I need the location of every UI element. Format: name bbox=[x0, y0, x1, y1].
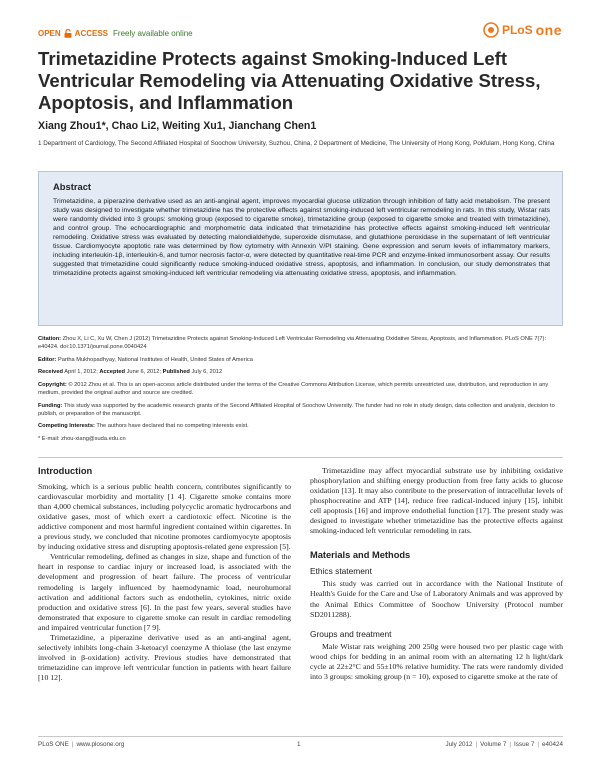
paragraph: Trimetazidine may affect myocardial substrate use by inhibiting oxidative phosphorylation and shifting energy production from free fatty acids to glucose oxidation [13]. It may also contribute to the preservation of intracellular levels of phosphocreatine and ATP [14], reduce free radical-induced injury [15], inhibit cell apoptosis [16] and improve endothelial function [17]. The present study was designed to investigate whether trimetazidine has the protective effects against smoking-induced left ventricular remodeling in rats. bbox=[310, 466, 563, 536]
plos-one-logo bbox=[483, 22, 562, 38]
footer-journal bbox=[38, 741, 124, 748]
introduction-heading: Introduction bbox=[38, 466, 93, 476]
page-footer bbox=[38, 741, 563, 751]
footer-article-id: e40424 bbox=[541, 741, 563, 748]
footer-volume: Volume 7 bbox=[480, 741, 507, 748]
copyright-text: © 2012 Zhou et al. This is an open-access article distributed under the terms of the Creative Commons Attribution License, which permits unrestricted use, distribution, and reproduction in any medium, provided the original author and source are credited. bbox=[38, 382, 549, 396]
footer-website-link[interactable]: www.plosone.org bbox=[76, 741, 125, 748]
author-list: Xiang Zhou1*, Chao Li2, Weiting Xu1, Jianchang Chen1 bbox=[38, 120, 317, 132]
editor-label: Editor: bbox=[38, 356, 57, 363]
paragraph: Male Wistar rats weighing 200 250g were housed two per plastic cage with wood chips for bedding in an animal room with an alternating 12 h light/dark cycle at 22±2°C and 55±10% relative humidity. The rats were randomly divided into 3 groups: smoking group (n = 10), exposed to cigarette smoke at the rate of bbox=[310, 641, 563, 681]
paragraph: This study was carried out in accordance with the National Institute of Health's Guide for the Care and Use of Laboratory Animals and was approved by the Animal Ethics Committee of Soochow University (Protocol number SD2011288). bbox=[310, 579, 563, 619]
logo-plos-text: PLoS bbox=[501, 23, 533, 37]
paragraph: Smoking, which is a serious public health concern, contributes significantly to cardiovascular morbidity and mortality [1 4]. Cigarette smoke contains more than 4,000 chemical substances, including polycyclic aromatic hydrocarbons and oxidative gases, most of which exert a cardiotoxic effect. Nicotine is the addictive component and most harmful ingredient contained within cigarettes. In a previous study, we concluded that nicotine promotes cardiomyocyte apoptosis by inducing oxidative stress and disrupting apoptosis-related gene expression [5]. bbox=[38, 482, 291, 552]
email-row[interactable] bbox=[38, 436, 563, 444]
received-date: April 1, 2012; bbox=[64, 369, 98, 376]
methods-heading: Materials and Methods bbox=[310, 550, 411, 561]
open-lock-icon bbox=[64, 29, 72, 38]
article-metadata bbox=[38, 336, 563, 449]
logo-one-text: one bbox=[535, 22, 562, 38]
copyright-label: Copyright: bbox=[38, 382, 67, 389]
accepted-label: Accepted bbox=[99, 369, 125, 376]
competing-label: Competing Interests: bbox=[38, 423, 95, 430]
left-column bbox=[38, 466, 291, 683]
corresponding-email[interactable]: * E-mail: zhou-xiang@suda.edu.cn bbox=[38, 436, 126, 443]
section-divider bbox=[38, 457, 563, 458]
footer-divider bbox=[38, 736, 563, 737]
footer-separator: | bbox=[475, 741, 478, 748]
abstract-text: Trimetazidine, a piperazine derivative used as an anti-anginal agent, improves myocardial glucose utilization through inhibition of fatty acid metabolism. The present study was designed to investigate whether trimetazidine has the protective effects against smoking-induced left ventricular remodeling in rats. In this study, Wistar rats were randomly divided into 3 groups: smoking group (exposed to cigarette smoke), trimetazidine group (exposed to cigarette smoke and treated with trimetazidine), and control group. The echocardiographic and morphometric data indicated that trimetazidine has protective effects against smoking-induced left ventricular remodeling. Oxidative stress was evaluated by detecting malondialdehyde, superoxide dismutase, and glutathione peroxidase in the supernatant of left ventricular tissue. Cardiomyocyte apoptotic rate was determined by flow cytometry with Annexin V/PI staining. Gene expression and serum levels of inflammatory markers, including interleukin-1β, interleukin-6, and tumor necrosis factor-α, were detected by quantitative real-time PCR and enzyme-linked immunosorbent assay. Our results suggested that trimetazidine could significantly reduce smoking-induced oxidative stress, apoptosis, and inflammation. In conclusion, our study demonstrates that trimetazidine protects against smoking-induced left ventricular remodeling via attenuating oxidative stress, apoptosis, and inflammation. bbox=[53, 198, 550, 278]
copyright-row bbox=[38, 382, 563, 398]
footer-separator: | bbox=[509, 741, 512, 748]
open-access-banner bbox=[38, 26, 193, 40]
footer-date: July 2012 bbox=[445, 741, 473, 748]
plos-logo-icon bbox=[483, 22, 499, 38]
right-column bbox=[310, 466, 563, 682]
footer-journal-name: PLoS ONE bbox=[38, 741, 69, 748]
accepted-date: June 6, 2012; bbox=[126, 369, 162, 376]
groups-subheading: Groups and treatment bbox=[310, 628, 392, 639]
abstract-heading: Abstract bbox=[53, 181, 92, 192]
published-date: July 6, 2012 bbox=[191, 369, 223, 376]
access-label: ACCESS bbox=[74, 28, 109, 38]
received-label: Received bbox=[38, 369, 63, 376]
competing-text: The authors have declared that no competing interests exist. bbox=[96, 423, 249, 430]
dates-row bbox=[38, 369, 563, 377]
competing-interests-row bbox=[38, 423, 563, 431]
footer-issue-info bbox=[446, 741, 563, 748]
footer-separator: | bbox=[71, 741, 74, 748]
citation-label: Citation: bbox=[38, 336, 62, 342]
abstract-box bbox=[38, 171, 563, 326]
paragraph: Trimetazidine, a piperazine derivative used as an anti-anginal agent, selectively inhibits long-chain 3-ketoacyl coenzyme A thiolase (the last enzyme involved in β-oxidation) activity. Previous studies have demonstrated that trimetazidine can improve left ventricular function in patients with heart failure [10 12]. bbox=[38, 632, 291, 682]
citation-row bbox=[38, 336, 563, 352]
editor-row bbox=[38, 357, 563, 365]
article-title: Trimetazidine Protects against Smoking-Induced Left Ventricular Remodeling via Attenuating Oxidative Stress, Apoptosis, and Inflammation bbox=[38, 48, 541, 113]
freely-available-label: Freely available online bbox=[113, 28, 193, 38]
footer-issue: Issue 7 bbox=[514, 741, 535, 748]
page-number: 1 bbox=[297, 741, 301, 748]
funding-row bbox=[38, 403, 563, 419]
paragraph: Ventricular remodeling, defined as changes in size, shape and function of the heart in response to cardiac injury or increased load, is associated with the development and progression of heart failure. The process of ventricular remodeling is largely influenced by haemodynamic load, neurohumoral activation and additional factors such as endothelin, cytokines, nitric oxide production and oxidative stress [6]. In the past few years, several studies have demonstrated that exposure to cigarette smoke can result in cardiac remodeling and impaired ventricular function [7 9]. bbox=[38, 552, 291, 632]
funding-text: This study was supported by the academic research grants of the Second Affiliated Hospital of Soochow University. The funder had no role in study design, data collection and analysis, decision to publish, or preparation of the manuscript. bbox=[38, 402, 555, 417]
open-label: OPEN bbox=[38, 28, 61, 38]
funding-label: Funding: bbox=[38, 402, 63, 409]
affiliations: 1 Department of Cardiology, The Second Affiliated Hospital of Soochow University, Suzhou, China, 2 Department of Medicine, The University of Hong Kong, Pokfulam, Hong Kong, China bbox=[38, 140, 555, 147]
published-label: Published bbox=[162, 369, 190, 376]
footer-separator: | bbox=[537, 741, 539, 748]
ethics-subheading: Ethics statement bbox=[310, 566, 372, 577]
citation-text: Zhou X, Li C, Xu W, Chen J (2012) Trimetazidine Protects against Smoking-Induced Left Ventricular Remodeling via Attenuating Oxidative Stress, Apoptosis, and Inflammation. PLoS ONE 7(7): e40424. doi:10.1371/journal.pone.0040424 bbox=[38, 336, 547, 350]
editor-text: Partha Mukhopadhyay, National Institutes of Health, United States of America bbox=[57, 356, 253, 363]
